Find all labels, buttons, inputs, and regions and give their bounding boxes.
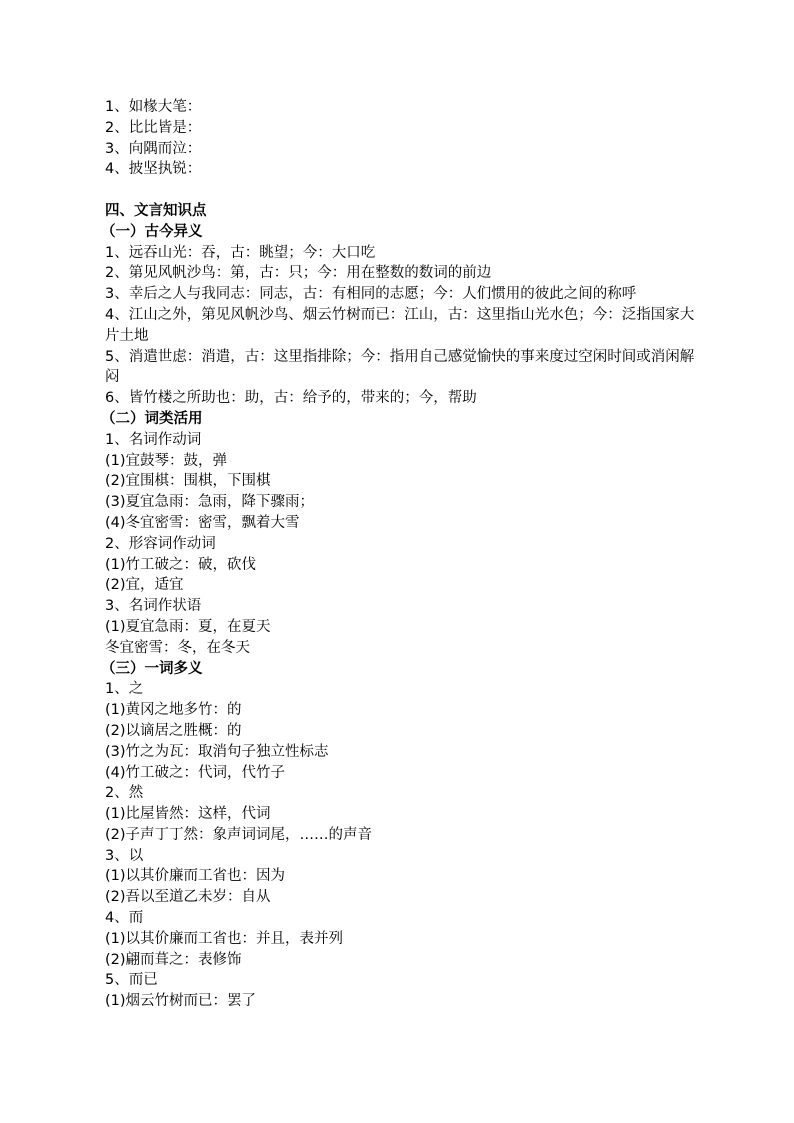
text-line: (2)子声丁丁然：象声词词尾，……的声音	[105, 826, 373, 843]
idiom-item: 4、披坚执锐：	[105, 161, 202, 178]
text-line: 3、幸后之人与我同志：同志，古：有相同的志愿；今：人们惯用的彼此之间的称呼	[105, 286, 637, 303]
text-line: (2)宜围棋：围棋，下围棋	[105, 473, 271, 490]
text-line: (2)以谪居之胜概：的	[105, 722, 242, 739]
text-line: (1)黄冈之地多竹：的	[105, 702, 242, 719]
blank-line	[105, 180, 705, 201]
text-line: (1)以其价廉而工省也：因为	[105, 868, 286, 885]
text-line: (2)吾以至道乙未岁：自从	[105, 889, 271, 906]
text-line: 5、而已	[105, 972, 158, 989]
text-line: 1、远吞山光：吞，古：眺望；今：大口吃	[105, 244, 376, 261]
text-line: (4)竹工破之：代词，代竹子	[105, 764, 286, 781]
text-line: 1、之	[105, 681, 144, 698]
text-line: 5、消遣世虑：消遣，古：这里指排除；今：指用自己感觉愉快的事来度过空闲时间或消闲解闷	[105, 348, 695, 386]
text-line: (2)翩而葺之：表修饰	[105, 951, 242, 968]
text-line: (1)宜鼓琴：鼓，弹	[105, 452, 228, 469]
idiom-item: 3、向隅而泣：	[105, 140, 202, 157]
text-line: 3、名词作状语	[105, 598, 202, 615]
text-line: (3)夏宜急雨：急雨，降下骤雨；	[105, 494, 315, 511]
text-line: (1)烟云竹树而已：罢了	[105, 993, 257, 1010]
subsection-title-ancient-modern: （一）古今异义	[101, 223, 203, 240]
text-line: (1)竹工破之：破，砍伐	[105, 556, 257, 573]
text-line: 6、皆竹楼之所助也：助，古：给予的，带来的；今，帮助	[105, 390, 477, 407]
text-line: 1、名词作动词	[105, 431, 202, 448]
idiom-item: 1、如椽大笔：	[105, 99, 202, 115]
document-body	[101, 97, 705, 1012]
section-title: 四、文言知识点	[105, 202, 207, 219]
text-line: 2、第见风帆沙鸟：第，古：只；今：用在整数的数词的前边	[105, 265, 492, 282]
text-line: 4、江山之外，第见风帆沙鸟、烟云竹树而已：江山，古：这里指山光水色；今：泛指国家大片土地	[105, 306, 695, 344]
subsection-title-polysemy: （三）一词多义	[101, 660, 203, 677]
subsection-title-word-class: （二）词类活用	[101, 410, 203, 427]
text-line: 3、以	[105, 847, 144, 864]
text-line: (2)宜，适宜	[105, 577, 184, 594]
text-line: 2、然	[105, 785, 144, 802]
text-line: 冬宜密雪：冬，在冬天	[105, 639, 250, 656]
text-line: (1)夏宜急雨：夏，在夏天	[105, 618, 271, 635]
text-line: 4、而	[105, 910, 144, 927]
text-line: (1)比屋皆然：这样，代词	[105, 806, 271, 823]
text-line: 2、形容词作动词	[105, 535, 216, 552]
idiom-item: 2、比比皆是：	[105, 119, 202, 136]
text-line: (1)以其价廉而工省也：并且，表并列	[105, 930, 344, 947]
text-line: (4)冬宜密雪：密雪，飘着大雪	[105, 514, 300, 531]
text-line: (3)竹之为瓦：取消句子独立性标志	[105, 743, 329, 760]
